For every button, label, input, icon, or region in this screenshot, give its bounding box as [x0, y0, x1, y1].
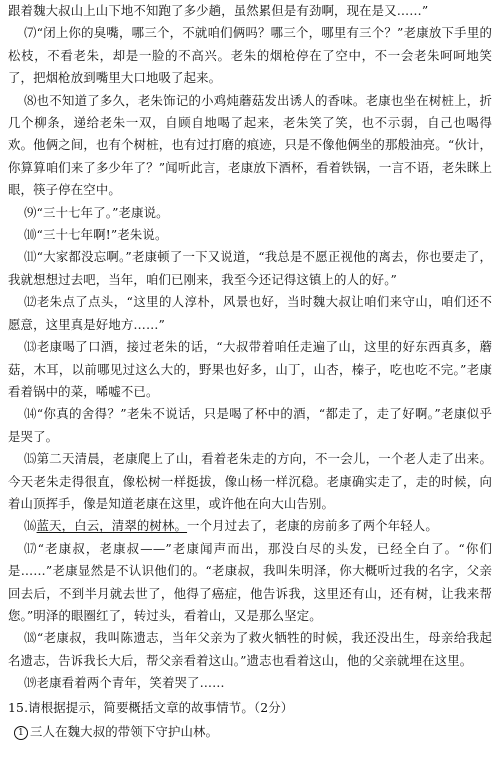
paragraph-17: ⒄“老康叔，老康叔——”老康闻声而出，那没白尽的头发，已经全白了。“你们是……”老康显然是不认识他们的。“老康叔，我叫朱明泽，你大概听过我的名字，父亲回去后，不到半月就去世了，他得了癌症，他告诉我，这里还有山，还有树，让我来帮您。”明泽的眼圈红了，转过头，看着山，又是那么坚定。 — [8, 540, 492, 623]
paragraph-15: ⒂第二天清晨，老康爬上了山，看着老朱走的方向，不一会儿，一个老人走了出来。今天老朱走得很直，像松树一样挺拔，像山杨一样沉稳。老康确实走了，走的时候，向着山顶挥手，像是知道老康在这里，或许他在向大山告别。 — [8, 451, 492, 511]
document-page — [8, 0, 492, 743]
paragraph-continuation: 跟着魏大叔山上山下地不知跑了多少趟，虽然累但是有劲啊，现在是又……” — [8, 3, 429, 18]
paragraph-12: ⑿老朱点了点头，“这里的人淳朴，风景也好，当时魏大叔让咱们来守山，咱们还不愿意，这里真是好地方……” — [8, 294, 492, 332]
paragraph-7: ⑺“闭上你的臭嘴，哪三个，不就咱们俩吗？哪三个，哪里有三个？”老康放下手里的松枝，不看老朱，却是一脸的不高兴。老朱的烟枪停在了空中，不一会老朱呵呵地笑了，把烟枪放到嘴里大口地吸了起来。 — [8, 25, 492, 86]
underlined-sentence: 蓝天，白云，清翠的树林。 — [36, 518, 188, 534]
paragraph-16-number: ⒃ — [24, 518, 37, 534]
paragraph-16 — [8, 515, 492, 537]
paragraph-16-rest: 一个月过去了，老康的房前多了两个年轻人。 — [187, 518, 438, 534]
paragraph-18: ⒅“老康叔，我叫陈遗志，当年父亲为了救火牺牲的时候，我还没出生，母亲给我起名遗志，告诉我长大后，帮父亲看着这山。”遗志也看着这山，他的父亲就埋在这里。 — [8, 630, 492, 668]
paragraph-9: ⑼“三十七年了。”老康说。 — [24, 204, 169, 220]
paragraph-10: ⑽“三十七年啊!”老朱说。 — [24, 227, 168, 243]
circled-number-icon: 1 — [14, 726, 28, 740]
answer-1 — [8, 721, 492, 743]
paragraph-19: ⒆老康看着两个青年，笑着哭了…… — [24, 675, 225, 691]
paragraph-8: ⑻也不知道了多久，老朱饰记的小鸡炖蘑菇发出诱人的香味。老康也坐在树桩上，折几个柳条，递给老朱一双，自顾自地喝了起来，老朱笑了笑，也不示弱，自己也喝得欢。他俩之间，也有个树桩，也有过打磨的痕迹，只是不像他俩坐的那般油亮。“伙计，你算算咱们来了多少年了？”闻听此言，老康放下酒杯，看着铁锅，一言不语，老朱眯上眼，筷子停在空中。 — [8, 92, 492, 198]
paragraph-13: ⒀老康喝了口酒，接过老朱的话，“大叔带着咱任走遍了山，这里的好东西真多，蘑菇，木耳，以前哪见过这么大的，野果也好多，山丁，山杏，榛子，吃也吃不完。”老康看着锅中的菜，唏嘘不已。 — [8, 339, 492, 399]
paragraph-11: ⑾“大家都没忘啊。”老康顿了一下又说道，“我总是不愿正视他的离去，你也要走了，我就想想过去吧，当年，咱们已刚来，我至今还记得这镇上的人的好。” — [8, 249, 492, 287]
question-15: 15.请根据提示，简要概括文章的故事情节。（2分） — [8, 699, 294, 715]
answer-1-text: 三人在魏大叔的带领下守护山林。 — [30, 724, 219, 739]
paragraph-14: ⒁“你真的舍得？”老朱不说话，只是喝了杯中的酒，“都走了，走了好啊。”老康似乎是哭了。 — [8, 406, 492, 444]
